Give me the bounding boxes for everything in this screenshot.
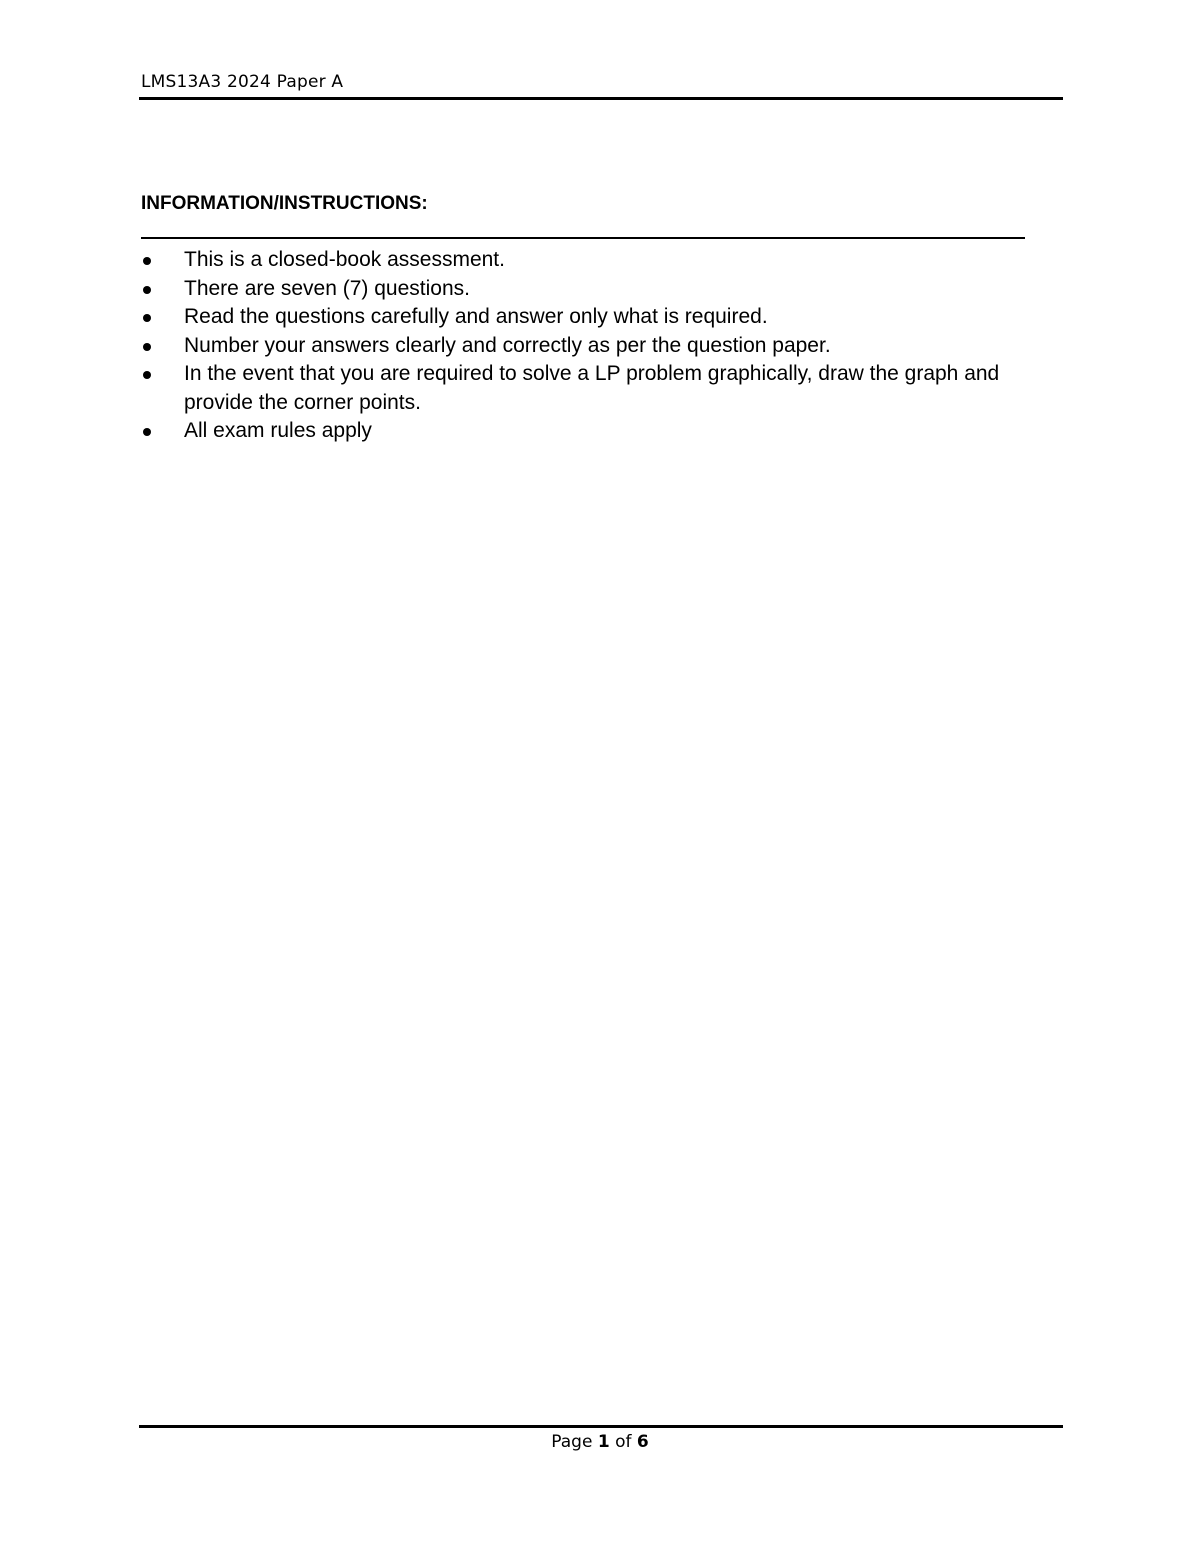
bullet-icon	[143, 343, 151, 351]
list-item-text: This is a closed-book assessment.	[184, 248, 505, 271]
list-item-text: Number your answers clearly and correctly as per the question paper.	[184, 333, 831, 357]
page-header-title: LMS13A3 2024 Paper A	[141, 72, 344, 92]
list-item	[141, 246, 1071, 275]
list-item-text: Read the questions carefully and answer only what is required.	[184, 305, 768, 328]
bullet-icon	[143, 428, 151, 436]
instructions-list	[141, 246, 1071, 446]
page-label: Page	[551, 1432, 593, 1452]
list-item-text: There are seven (7) questions.	[184, 276, 470, 300]
footer-rule	[139, 1425, 1063, 1428]
list-item	[141, 360, 1071, 417]
list-item-text: All exam rules apply	[184, 419, 372, 442]
page-of-label: of	[615, 1432, 632, 1452]
list-item-text: In the event that you are required to solve a LP problem graphically, draw the graph and provide the corner points.	[184, 362, 1000, 414]
page-total: 6	[636, 1432, 649, 1452]
page-number: 1	[597, 1432, 610, 1452]
bullet-icon	[143, 286, 151, 294]
list-item	[141, 332, 1071, 361]
bullet-icon	[143, 371, 151, 379]
list-item	[141, 275, 1071, 304]
instructions-heading: INFORMATION/INSTRUCTIONS:	[141, 193, 428, 214]
bullet-icon	[143, 257, 151, 265]
header-rule	[139, 97, 1063, 100]
list-item	[141, 417, 1071, 446]
page-footer	[0, 1432, 1200, 1452]
list-item	[141, 303, 1071, 332]
instructions-divider	[141, 237, 1025, 239]
bullet-icon	[143, 314, 151, 322]
